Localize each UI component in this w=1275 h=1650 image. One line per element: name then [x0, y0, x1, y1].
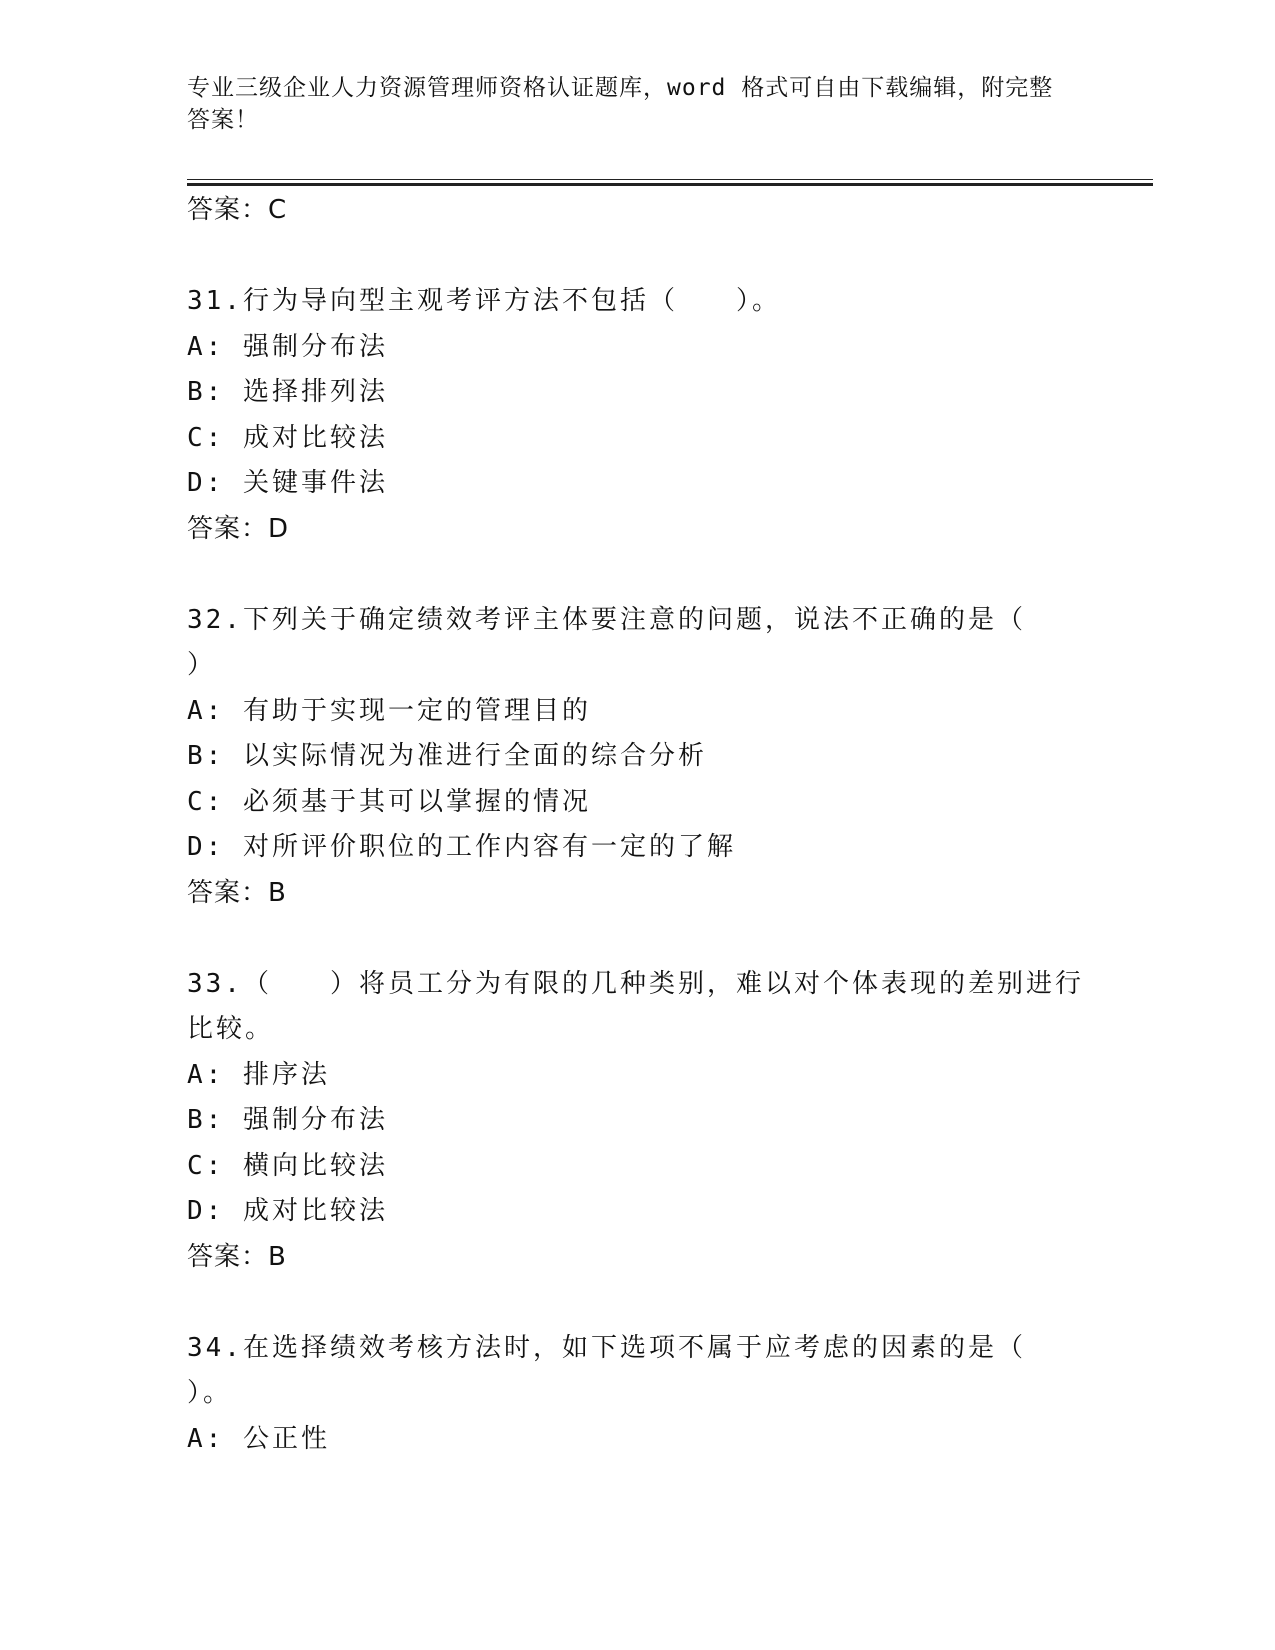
answer-line: 答案：B	[187, 877, 287, 908]
question-stem-continued: ）。	[187, 1378, 233, 1408]
option-d: D: 关键事件法	[187, 468, 388, 498]
option-c: C: 必须基于其可以掌握的情况	[187, 786, 591, 817]
question-block	[187, 279, 1087, 552]
option-d: D: 成对比较法	[187, 1196, 388, 1226]
question-block	[187, 962, 1087, 1281]
question-stem-continued: 比较。	[187, 1014, 275, 1044]
document-header: 专业三级企业人力资源管理师资格认证题库，word 格式可自由下载编辑，附完整答案！	[187, 75, 1054, 133]
question-stem: 32.下列关于确定绩效考评主体要注意的问题，说法不正确的是（	[187, 604, 1026, 635]
question-stem: 34.在选择绩效考核方法时，如下选项不属于应考虑的因素的是（	[187, 1332, 1026, 1363]
option-b: B: 选择排列法	[187, 377, 388, 407]
option-c: C: 成对比较法	[187, 422, 388, 453]
question-stem-continued: ）	[187, 650, 217, 680]
header-rule-thin	[187, 179, 1153, 180]
question-block	[187, 598, 1087, 917]
question-stem: 31.行为导向型主观考评方法不包括（ ）。	[187, 286, 781, 316]
option-b: B: 强制分布法	[187, 1105, 388, 1135]
option-a: A: 强制分布法	[187, 331, 388, 362]
answer-line: 答案：C	[187, 195, 288, 225]
option-a: A: 有助于实现一定的管理目的	[187, 695, 591, 726]
option-d: D: 对所评价职位的工作内容有一定的了解	[187, 832, 736, 862]
option-a: A: 排序法	[187, 1059, 330, 1090]
answer-line: 答案：B	[187, 1241, 287, 1272]
header-rule-thick	[187, 183, 1153, 186]
option-a: A: 公正性	[187, 1423, 330, 1454]
question-block	[187, 1326, 1087, 1463]
question-content	[187, 188, 1087, 1462]
question-stem: 33.（ ）将员工分为有限的几种类别，难以对个体表现的差别进行	[187, 968, 1084, 999]
answer-line: 答案：D	[187, 513, 290, 544]
option-b: B: 以实际情况为准进行全面的综合分析	[187, 741, 707, 771]
option-c: C: 横向比较法	[187, 1150, 388, 1181]
